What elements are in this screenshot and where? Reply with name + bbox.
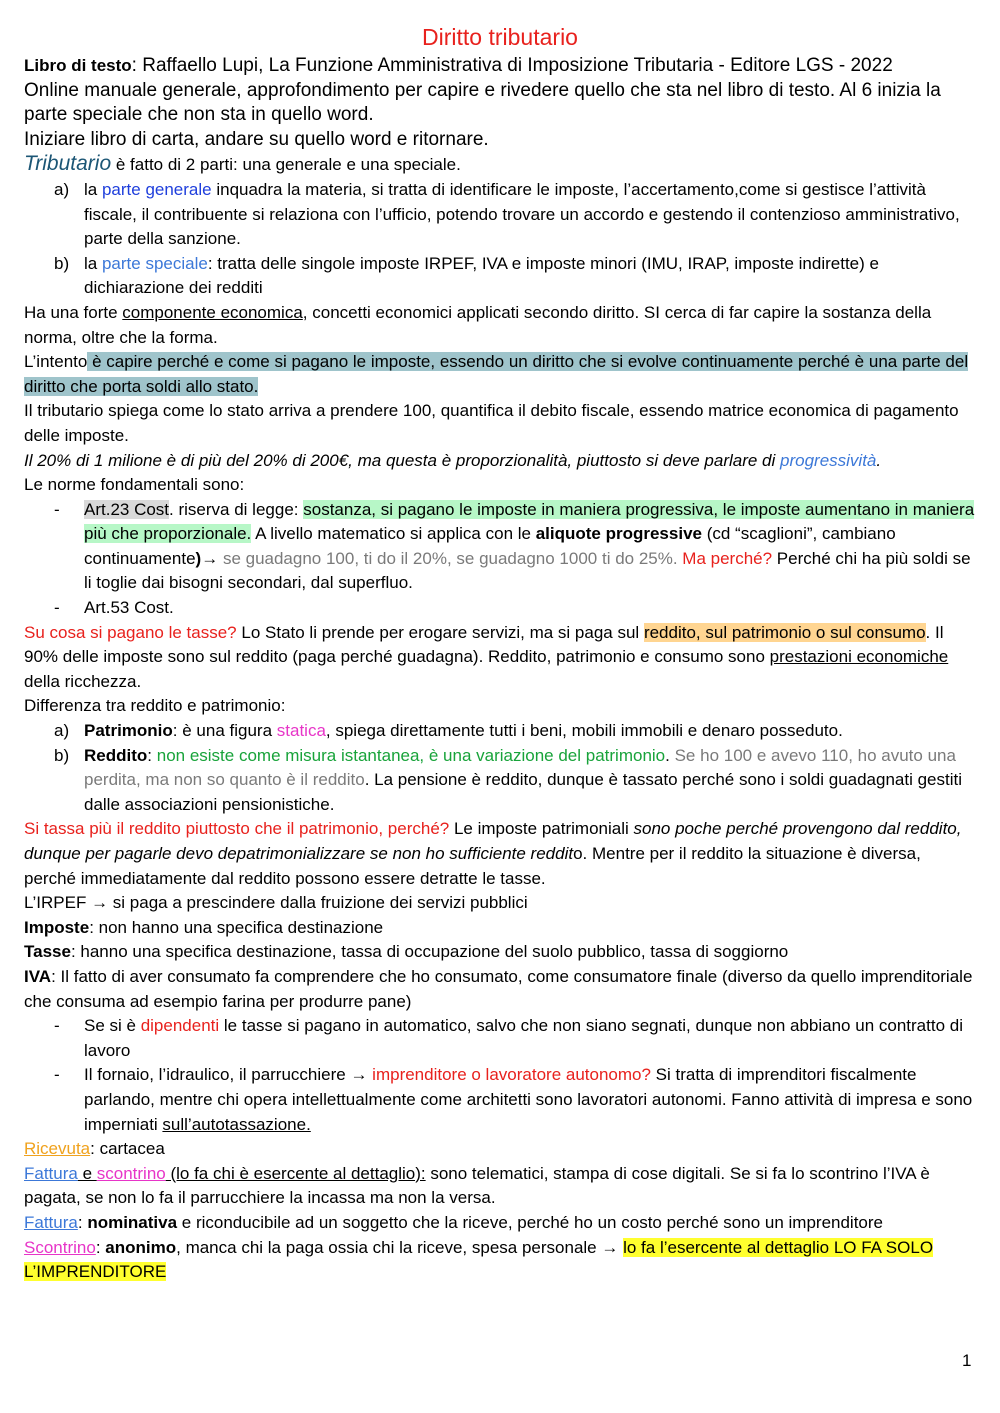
iva-paragraph: IVA: Il fatto di aver consumato fa comprendere che ho consumato, come consumatore finale (diverso da quello imprenditoriale che consuma ad esempio farina per produrre pane) [24, 966, 973, 1011]
tributario-intro: Tributario è fatto di 2 parti: una generale e una speciale. [24, 152, 461, 176]
intento-paragraph: L’intento è capire perché e come si pagano le imposte, essendo un diritto che si evolve continuamente perché è una parte del diritto che porta soldi allo stato. [24, 352, 969, 396]
tasse-line: Tasse: hanno una specifica destinazione, tassa di occupazione del suolo pubblico, tassa di soggiorno [24, 942, 789, 962]
scontrino-paragraph: Scontrino: anonimo, manca chi la paga ossia chi la riceve, spesa personale → lo fa l’esercente al dettaglio LO FA SOLO L’IMPRENDITORE [24, 1237, 934, 1282]
spiega-paragraph: Il tributario spiega come lo stato arriva a prendere 100, quantifica il debito fiscale, essendo matrice economica di pagamento delle imposte. [24, 401, 959, 445]
percent-paragraph: Il 20% di 1 milione è di più del 20% di 200€, ma questa è proporzionalità, piuttosto si deve parlare di progressività. [24, 450, 882, 470]
list-item-art53: - Art.53 Cost. [54, 598, 174, 618]
list-item-reddito: b) Reddito: non esiste come misura istantanea, è una variazione del patrimonio. Se ho 100 e avevo 110, ho avuto una perdita, ma non so quanto è il reddito. La pensione è reddito, dunque è tassato perché sono i soldi guadagnati gestiti dalle associazioni pensionistiche. [54, 745, 963, 814]
online-paragraph: Online manuale generale, approfondimento per capire e rivedere quello che sta nel libro di testo. Al 6 inizia la parte speciale che non sta in quello word. [24, 79, 941, 126]
start-paragraph: Iniziare libro di carta, andare su quello word e ritornare. [24, 128, 489, 150]
list-item-fornaio: - Il fornaio, l’idraulico, il parrucchiere → imprenditore o lavoratore autonomo? Si tratta di imprenditori fiscalmente parlando, mentre chi opera intellettualmente come architetti sono lavoratori autonomi. Fanno attività di impresa e sono imperniati sull’autotassazione. [54, 1065, 973, 1134]
fattura-scontrino-paragraph: Fattura e scontrino (lo fa chi è esercente al dettaglio): sono telematici, stampa di cose digitali. Se si fa lo scontrino l’IVA è pagata, se non lo fa il parrucchiere la incassa ma non la versa. [24, 1163, 930, 1208]
page-number: 1 [962, 1351, 972, 1370]
list-item-art23: - Art.23 Cost. riserva di legge: sostanza, si pagano le imposte in maniera progressiva, le imposte aumentano in maniera più che proporzionale. A livello matematico si applica con le aliquote progressive (cd “scaglioni”, cambiano continuamente)→ se guadagno 100, ti do il 20%, se guadagno 1000 ti do 25%. Ma perché? Perché chi ha più soldi se li toglie dai bisogni secondari, dal superfluo. [54, 499, 975, 593]
highlight-yellow: lo fa l’esercente al dettaglio LO FA SOLO L’IMPRENDITORE [24, 1237, 934, 1282]
page-title: Diritto tributario [422, 24, 578, 50]
document-body [24, 22, 976, 1285]
componente-paragraph: Ha una forte componente economica, concetti economici applicati secondo diritto. SI cerca di far capire la sostanza della norma, oltre che la forma. [24, 302, 932, 347]
fattura-line: Fattura: nominativa e riconducibile ad un soggetto che la riceve, perché ho un costo perché sono un imprenditore [24, 1212, 884, 1232]
list-item-parte-speciale: b) la parte speciale: tratta delle singole imposte IRPEF, IVA e imposte minori (IMU, IRAP, imposte indirette) e dichiarazione dei redditi [54, 253, 879, 298]
list-item-patrimonio: a) Patrimonio: è una figura statica, spiega direttamente tutti i beni, mobili immobili e denaro posseduto. [54, 721, 843, 741]
tasse-paragraph: Su cosa si pagano le tasse? Lo Stato li prende per erogare servizi, ma si paga sul reddito, sul patrimonio o sul consumo. Il 90% delle imposte sono sul reddito (paga perché guadagna). Reddito, patrimonio e consumo sono prestazioni economiche della ricchezza. [24, 622, 949, 691]
ricevuta-line: Ricevuta: cartacea [24, 1139, 165, 1159]
tassa-piu-paragraph: Si tassa più il reddito piuttosto che il patrimonio, perché? Le imposte patrimoniali sono poche perché provengono dal reddito, dunque per pagarle devo depatrimonializzare se non ho sufficiente reddito. Mentre per il reddito la situazione è diversa, perché immediatamente dal reddito possono essere detratte le tasse. [24, 819, 962, 888]
irpef-line: L’IRPEF → si paga a prescindere dalla fruizione dei servizi pubblici [24, 893, 528, 913]
textbook-label: Libro di testo [24, 56, 132, 75]
list-item-dipendenti: - Se si è dipendenti le tasse si pagano in automatico, salvo che non siano segnati, dunque non abbiano un contratto di lavoro [54, 1016, 963, 1060]
differenza-intro: Differenza tra reddito e patrimonio: [24, 696, 286, 716]
highlight-orange: reddito, sul patrimonio o sul consumo [643, 622, 926, 642]
norme-intro: Le norme fondamentali sono: [24, 475, 245, 495]
list-item-parte-generale: a) la parte generale inquadra la materia, si tratta di identificare le imposte, l’accertamento,come si gestisce l’attività fiscale, il contribuente si relaziona con l’ufficio, potendo trovare un accordo e gestendo il contenzioso amministrativo, parte della sanzione. [54, 179, 960, 249]
highlight-green: sostanza, si pagano le imposte in maniera progressiva, le imposte aumentano in maniera più che proporzionale. [84, 499, 975, 544]
highlight-teal: è capire perché e come si pagano le imposte, essendo un diritto che si evolve continuamente perché è una parte del diritto che porta soldi allo stato. [24, 352, 969, 396]
imposte-line: Imposte: non hanno una specifica destinazione [24, 917, 384, 937]
textbook-line: Libro di testo: Raffaello Lupi, La Funzione Amministrativa di Imposizione Tributaria - Editore LGS - 2022 [24, 55, 893, 76]
